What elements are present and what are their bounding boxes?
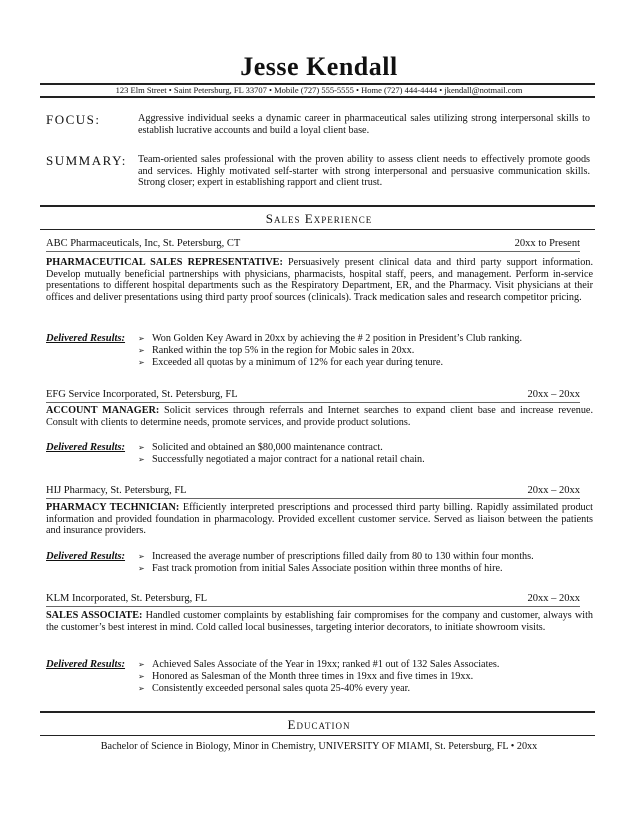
job-role: ACCOUNT MANAGER: [46, 405, 160, 416]
delivered-results-label: Delivered Results: [46, 551, 126, 562]
job-description-text: Solicit services through referrals and Internet searches to expand client base and increase revenue. Consult with clients to determine needs, promote services, and provide product solutions. [46, 405, 593, 428]
focus-text: Aggressive individual seeks a dynamic career in pharmaceutical sales utilizing strong interpersonal skills to establish lucrative accounts and build a loyal client base. [138, 113, 590, 136]
summary-text: Team-oriented sales professional with the proven ability to assess client needs to effectively promote goods and services. Highly motivated self-starter with strong interpersonal and persuasive communication skills. Strong closer; expert in establishing rapport and client trust. [138, 154, 590, 188]
job-role: SALES ASSOCIATE: [46, 610, 143, 621]
delivered-results-label: Delivered Results: [46, 333, 126, 344]
job-dates: 20xx – 20xx [527, 485, 580, 496]
results-list [138, 551, 593, 575]
job-description [46, 405, 593, 428]
job-company: KLM Incorporated, St. Petersburg, FL [46, 593, 208, 604]
job-description [46, 257, 593, 303]
job-company: ABC Pharmaceuticals, Inc, St. Petersburg, CT [46, 238, 241, 249]
job-company: EFG Service Incorporated, St. Petersburg, FL [46, 389, 238, 400]
list-item: ➢ Fast track promotion from initial Sales Associate position within three months of hire. [138, 563, 593, 575]
list-item: ➢ Ranked within the top 5% in the region for Mobic sales in 20xx. [138, 345, 593, 357]
list-item: ➢ Consistently exceeded personal sales quota 25-40% every year. [138, 683, 593, 695]
job-header [46, 238, 580, 252]
job-description-text: Efficiently interpreted prescriptions and processed third party billing. Rapidly assimilated product information and provided foundation in pharmacology. Provided excellent customer service. Served as liaison between the patients and insurance providers. [46, 502, 593, 537]
list-item: ➢ Won Golden Key Award in 20xx by achieving the # 2 position in President’s Club ranking. [138, 333, 593, 345]
list-item: ➢ Exceeded all quotas by a minimum of 12% for each year during tenure. [138, 357, 593, 369]
job-description [46, 502, 593, 537]
results-list [138, 333, 593, 369]
list-item: ➢ Honored as Salesman of the Month three times in 19xx and five times in 19xx. [138, 671, 593, 683]
education-rule-bottom [40, 735, 595, 736]
job-dates: 20xx to Present [514, 238, 580, 249]
education-title: Education [287, 717, 351, 732]
job-dates: 20xx – 20xx [527, 593, 580, 604]
header-rule-bottom [40, 96, 595, 98]
job-description [46, 610, 593, 633]
job-description-text: Handled customer complaints by establishing fair compromises for the company and customer, always with the customer’s best interest in mind. Cold called local businesses, targeting interior decorators, to initiate showroom visits. [46, 610, 594, 633]
job-header [46, 593, 580, 607]
results-list [138, 659, 593, 695]
focus-label: FOCUS: [46, 112, 101, 127]
experience-title: Sales Experience [265, 211, 373, 226]
job-dates: 20xx – 20xx [527, 389, 580, 400]
job-company: HIJ Pharmacy, St. Petersburg, FL [46, 485, 187, 496]
education-text: Bachelor of Science in Biology, Minor in Chemistry, UNIVERSITY OF MIAMI, St. Petersburg, FL • 20xx [100, 741, 538, 752]
contact-line: 123 Elm Street • Saint Petersburg, FL 33707 • Mobile (727) 555-5555 • Home (727) 444-4444 • jkendall@notmail.com [115, 85, 523, 95]
delivered-results-label: Delivered Results: [46, 442, 126, 453]
education-rule-top [40, 711, 595, 713]
job-role: PHARMACEUTICAL SALES REPRESENTATIVE: [46, 257, 283, 268]
list-item: ➢ Achieved Sales Associate of the Year in 19xx; ranked #1 out of 132 Sales Associates. [138, 659, 593, 671]
list-item: ➢ Solicited and obtained an $80,000 maintenance contract. [138, 442, 593, 454]
list-item: ➢ Increased the average number of prescriptions filled daily from 80 to 130 within four months. [138, 551, 593, 563]
results-list [138, 442, 593, 466]
list-item: ➢ Successfully negotiated a major contract for a national retail chain. [138, 454, 593, 466]
job-header [46, 485, 580, 499]
candidate-name: Jesse Kendall [240, 52, 398, 81]
job-header [46, 389, 580, 403]
job-role: PHARMACY TECHNICIAN: [46, 502, 180, 513]
experience-rule-bottom [40, 229, 595, 230]
summary-label: SUMMARY: [46, 153, 127, 168]
delivered-results-label: Delivered Results: [46, 659, 126, 670]
job-description-text: Persuasively present clinical data and third party support information. Develop mutually beneficial partnerships with physicians, pharmacists, hospital staff, peers, and management. Perform in-service presentations to different hospital departments such as the Respiratory Department, ER, and the Pharmacy. Visit physicians at their offices and deliver presentations using third party proof sources (clinicals). Track medication sales and research competitor pricing. [46, 257, 593, 303]
experience-rule-top [40, 205, 595, 207]
